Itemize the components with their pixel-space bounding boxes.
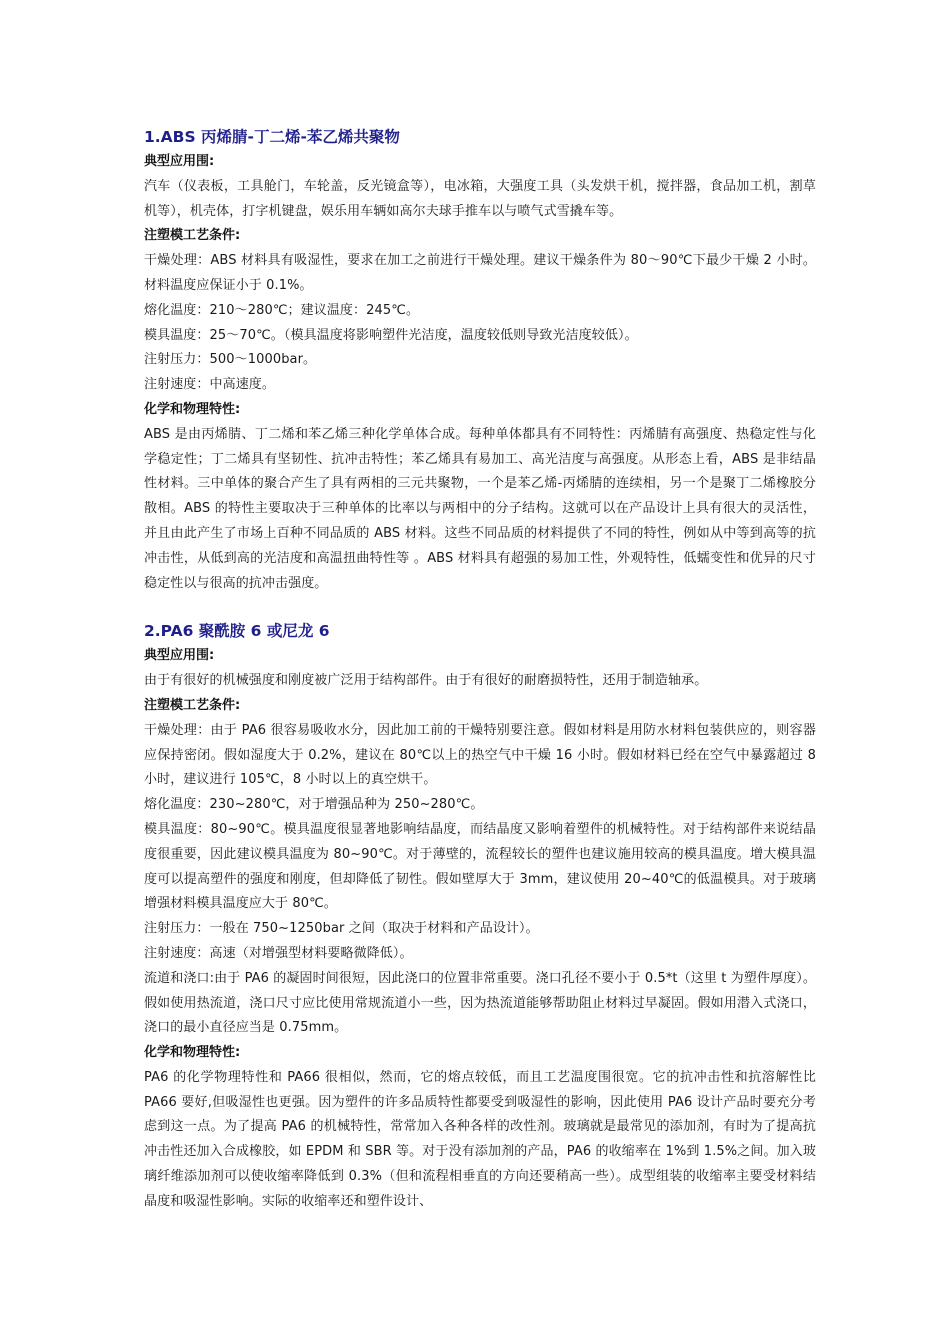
application-text: 汽车（仪表板，工具舱门，车轮盖，反光镜盒等），电冰箱，大强度工具（头发烘干机，搅拌器，食品加工机，割草机等），机壳体，打字机键盘，娱乐用车辆如高尔夫球手推车以与喷气式雪撬车等。 (144, 178, 816, 219)
process-label: 注塑模工艺条件: (144, 228, 241, 244)
section-pa6 (144, 620, 816, 1214)
section-title: 1.ABS 丙烯腈-丁二烯-苯乙烯共聚物 (144, 128, 400, 146)
application-label: 典型应用围: (144, 154, 215, 169)
application-label: 典型应用围: (144, 648, 215, 664)
process-item-injection-speed: 注射速度：高速（对增强型材料要略微降低）。 (144, 945, 413, 961)
process-item-drying: 干燥处理：由于 PA6 很容易吸收水分，因此加工前的干燥特别要注意。假如材料是用防水材料包装供应的，则容器应保持密闭。假如湿度大于 0.2%，建议在 80℃以上的热空气中干燥 16 小时。假如材料已经在空气中暴露超过 8 小时，建议进行 105℃，8 小时以上的真空烘干。 (144, 722, 816, 788)
process-item-injection-speed: 注射速度：中高速度。 (144, 377, 276, 393)
process-item-melt-temp: 熔化温度：210～280℃；建议温度：245℃。 (144, 302, 420, 318)
section-spacer (144, 596, 816, 620)
application-text: 由于有很好的机械强度和刚度被广泛用于结构部件。由于有很好的耐磨损特性，还用于制造轴承。 (144, 673, 708, 689)
process-item-drying: 干燥处理：ABS 材料具有吸湿性，要求在加工之前进行干燥处理。建议干燥条件为 80～90℃下最少干燥 2 小时。材料温度应保证小于 0.1%。 (144, 253, 816, 293)
process-item-melt-temp: 熔化温度：230~280℃，对于增强品种为 250~280℃。 (144, 797, 484, 813)
process-item-mold-temp: 模具温度：25～70℃。（模具温度将影响塑件光洁度，温度较低则导致光洁度较低）。 (144, 327, 638, 343)
process-label: 注塑模工艺条件: (144, 697, 241, 713)
properties-label: 化学和物理特性: (144, 401, 241, 417)
process-item-mold-temp: 模具温度：80~90℃。模具温度很显著地影响结晶度，而结晶度又影响着塑件的机械特性。对于结构部件来说结晶度很重要，因此建议模具温度为 80~90℃。对于薄壁的，流程较长的塑件也建议施用较高的模具温度。增大模具温度可以提高塑件的强度和刚度，但却降低了韧性。假如壁厚大于 3mm，建议使用 20~40℃的低温模具。对于玻璃增强材料模具温度应大于 80℃。 (144, 821, 816, 912)
process-item-injection-pressure: 注射压力：500～1000bar。 (144, 352, 317, 368)
properties-label: 化学和物理特性: (144, 1045, 241, 1061)
section-title: 2.PA6 聚酰胺 6 或尼龙 6 (144, 622, 330, 641)
process-item-injection-pressure: 注射压力：一般在 750~1250bar 之间（取决于材料和产品设计）。 (144, 921, 539, 937)
properties-text: PA6 的化学物理特性和 PA66 很相似，然而，它的熔点较低，而且工艺温度围很宽。它的抗冲击性和抗溶解性比 PA66 要好,但吸湿性也更强。因为塑件的许多品质特性都要受到吸湿性的影响，因此使用 PA6 设计产品时要充分考虑到这一点。为了提高 PA6 的机械特性，常常加入各种各样的改性剂。玻璃就是最常见的添加剂，有时为了提高抗冲击性还加入合成橡胶，如 EPDM 和 SBR 等。对于没有添加剂的产品，PA6 的收缩率在 1%到 1.5%之间。加入玻璃纤维添加剂可以使收缩率降低到 0.3%（但和流程相垂直的方向还要稍高一些）。成型组装的收缩率主要受材料结晶度和吸湿性影响。实际的收缩率还和塑件设计、 (144, 1069, 816, 1209)
section-abs (144, 126, 816, 596)
document-page (144, 126, 816, 1215)
process-item-runner-gate: 流道和浇口:由于 PA6 的凝固时间很短，因此浇口的位置非常重要。浇口孔径不要小于 0.5*t（这里 t 为塑件厚度）。假如使用热流道，浇口尺寸应比使用常规流道小一些，因为热流道能够帮助阻止材料过早凝固。假如用潜入式浇口，浇口的最小直径应当是 0.75mm。 (144, 970, 816, 1036)
properties-text: ABS 是由丙烯腈、丁二烯和苯乙烯三种化学单体合成。每种单体都具有不同特性：丙烯腈有高强度、热稳定性与化学稳定性；丁二烯具有坚韧性、抗冲击特性；苯乙烯具有易加工、高光洁度与高强度。从形态上看，ABS 是非结晶性材料。三中单体的聚合产生了具有两相的三元共聚物，一个是苯乙烯-丙烯腈的连续相，另一个是聚丁二烯橡胶分散相。ABS 的特性主要取决于三种单体的比率以与两相中的分子结构。这就可以在产品设计上具有很大的灵活性，并且由此产生了市场上百种不同品质的 ABS 材料。这些不同品质的材料提供了不同的特性，例如从中等到高等的抗冲击性，从低到高的光洁度和高温扭曲特性等 。ABS 材料具有超强的易加工性，外观特性，低蠕变性和优异的尺寸稳定性以与很高的抗冲击强度。 (144, 426, 816, 591)
